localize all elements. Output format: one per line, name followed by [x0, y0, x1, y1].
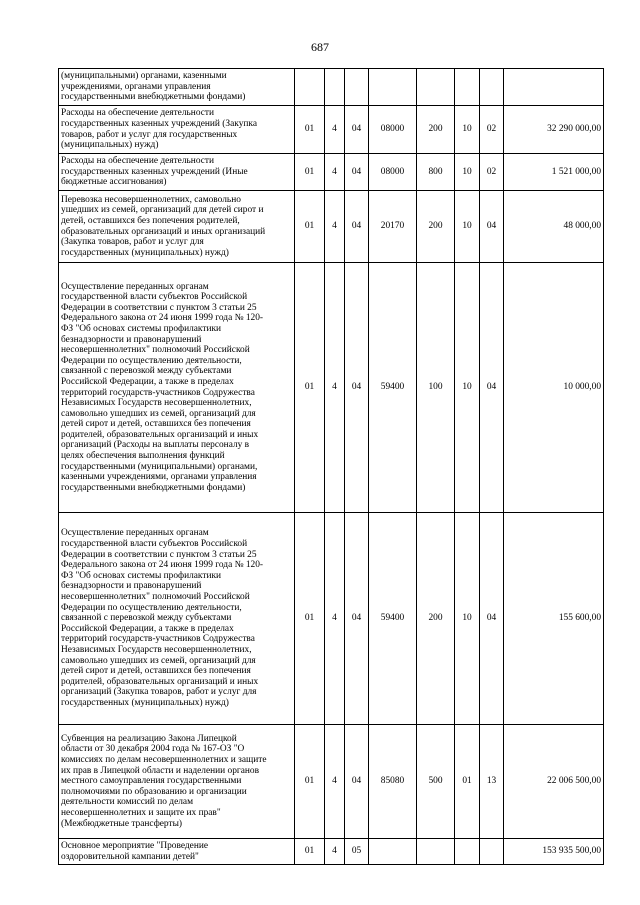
cell-program [295, 69, 325, 106]
cell-subsection: 02 [480, 154, 504, 191]
row-name: Перевозка несовершеннолетних, самовольно ушедших из семей, организаций для детей сирот и детей, оставшихся без попечения родителей, образовательных организаций и иных организаций (Закупка товаров, работ и услуг для государственных (муниципальных) нужд) [59, 191, 295, 263]
table-row [59, 154, 604, 191]
row-name: Осуществление переданных органам государственной власти субъектов Российской Федерации в соответствии с пунктом 3 статьи 25 Федерального закона от 24 июня 1999 года № 120- ФЗ "Об основах системы профилактики безнадзорности и правонарушений несовершеннолетних" полномочий Российской Федерации по осуществлению деятельности, связанной с перевозкой между субъектами Российской Федерации, а также в пределах территорий государств-участников Содружества Независимых Государств несовершеннолетних, самовольно ушедших из семей, организаций для детей сирот и детей, оставшихся без попечения родителей, образовательных организаций и иных организаций (Закупка товаров, работ и услуг для государственных (муниципальных) нужд) [59, 513, 295, 725]
cell-section [455, 839, 480, 865]
cell-event: 04 [345, 154, 369, 191]
cell-event: 04 [345, 725, 369, 839]
page-number: 687 [311, 40, 329, 54]
cell-amount: 10 000,00 [504, 263, 604, 513]
cell-direction [369, 839, 417, 865]
row-name: Расходы на обеспечение деятельности государственных казенных учреждений (Иные бюджетные ассигнования) [59, 154, 295, 191]
cell-expense-type: 800 [417, 154, 455, 191]
budget-table [58, 68, 604, 865]
cell-direction: 85080 [369, 725, 417, 839]
row-name: Основное мероприятие "Проведение оздоровительной кампании детей" [59, 839, 295, 865]
cell-subprogram: 4 [325, 839, 345, 865]
cell-section: 10 [455, 263, 480, 513]
cell-subsection: 04 [480, 513, 504, 725]
cell-section [455, 69, 480, 106]
cell-event: 04 [345, 191, 369, 263]
table-row [59, 839, 604, 865]
cell-subprogram: 4 [325, 725, 345, 839]
cell-subprogram: 4 [325, 263, 345, 513]
cell-program: 01 [295, 263, 325, 513]
cell-direction: 08000 [369, 154, 417, 191]
cell-direction: 59400 [369, 513, 417, 725]
cell-subprogram: 4 [325, 191, 345, 263]
cell-subsection [480, 839, 504, 865]
cell-amount [504, 69, 604, 106]
cell-event: 04 [345, 106, 369, 154]
cell-direction: 59400 [369, 263, 417, 513]
cell-section: 10 [455, 106, 480, 154]
row-name: (муниципальными) органами, казенными учреждениями, органами управления государственными внебюджетными фондами) [59, 69, 295, 106]
cell-section: 10 [455, 154, 480, 191]
cell-program: 01 [295, 513, 325, 725]
cell-section: 10 [455, 191, 480, 263]
row-name: Осуществление переданных органам государственной власти субъектов Российской Федерации в соответствии с пунктом 3 статьи 25 Федерального закона от 24 июня 1999 года № 120- ФЗ "Об основах системы профилактики безнадзорности и правонарушений несовершеннолетних" полномочий Российской Федерации по осуществлению деятельности, связанной с перевозкой между субъектами Российской Федерации, а также в пределах территорий государств-участников Содружества Независимых Государств несовершеннолетних, самовольно ушедших из семей, организаций для детей сирот и детей, оставшихся без попечения родителей, образовательных организаций и иных организаций (Расходы на выплаты персоналу в целях обеспечения выполнения функций государственными (муниципальными) органами, казенными учреждениями, органами управления государственными внебюджетными фондами) [59, 263, 295, 513]
cell-event: 04 [345, 513, 369, 725]
cell-subprogram [325, 69, 345, 106]
cell-subsection: 13 [480, 725, 504, 839]
cell-subsection: 04 [480, 191, 504, 263]
cell-expense-type: 200 [417, 513, 455, 725]
cell-direction: 20170 [369, 191, 417, 263]
cell-amount: 1 521 000,00 [504, 154, 604, 191]
cell-program: 01 [295, 106, 325, 154]
cell-program: 01 [295, 839, 325, 865]
cell-direction [369, 69, 417, 106]
table-row [59, 191, 604, 263]
cell-amount: 32 290 000,00 [504, 106, 604, 154]
cell-amount: 48 000,00 [504, 191, 604, 263]
table-row [59, 69, 604, 106]
cell-event: 05 [345, 839, 369, 865]
cell-expense-type [417, 839, 455, 865]
table-row [59, 513, 604, 725]
table-row [59, 725, 604, 839]
cell-subsection: 04 [480, 263, 504, 513]
cell-section: 10 [455, 513, 480, 725]
cell-program: 01 [295, 191, 325, 263]
cell-expense-type [417, 69, 455, 106]
cell-direction: 08000 [369, 106, 417, 154]
row-name: Субвенция на реализацию Закона Липецкой области от 30 декабря 2004 года № 167-ОЗ "О комиссиях по делам несовершеннолетних и защите их прав в Липецкой области и наделении органов местного самоуправления государственными полномочиями по образованию и организации деятельности комиссий по делам несовершеннолетних и защите их прав" (Межбюджетные трансферты) [59, 725, 295, 839]
cell-expense-type: 200 [417, 106, 455, 154]
cell-amount: 153 935 500,00 [504, 839, 604, 865]
table-row [59, 106, 604, 154]
cell-program: 01 [295, 725, 325, 839]
cell-event: 04 [345, 263, 369, 513]
cell-expense-type: 500 [417, 725, 455, 839]
cell-subsection: 02 [480, 106, 504, 154]
cell-program: 01 [295, 154, 325, 191]
cell-subsection [480, 69, 504, 106]
cell-subprogram: 4 [325, 154, 345, 191]
cell-expense-type: 200 [417, 191, 455, 263]
row-name: Расходы на обеспечение деятельности государственных казенных учреждений (Закупка товаров, работ и услуг для государственных (муниципальных) нужд) [59, 106, 295, 154]
cell-subprogram: 4 [325, 106, 345, 154]
cell-subprogram: 4 [325, 513, 345, 725]
cell-event [345, 69, 369, 106]
cell-section: 01 [455, 725, 480, 839]
cell-amount: 22 006 500,00 [504, 725, 604, 839]
table-row [59, 263, 604, 513]
cell-expense-type: 100 [417, 263, 455, 513]
cell-amount: 155 600,00 [504, 513, 604, 725]
